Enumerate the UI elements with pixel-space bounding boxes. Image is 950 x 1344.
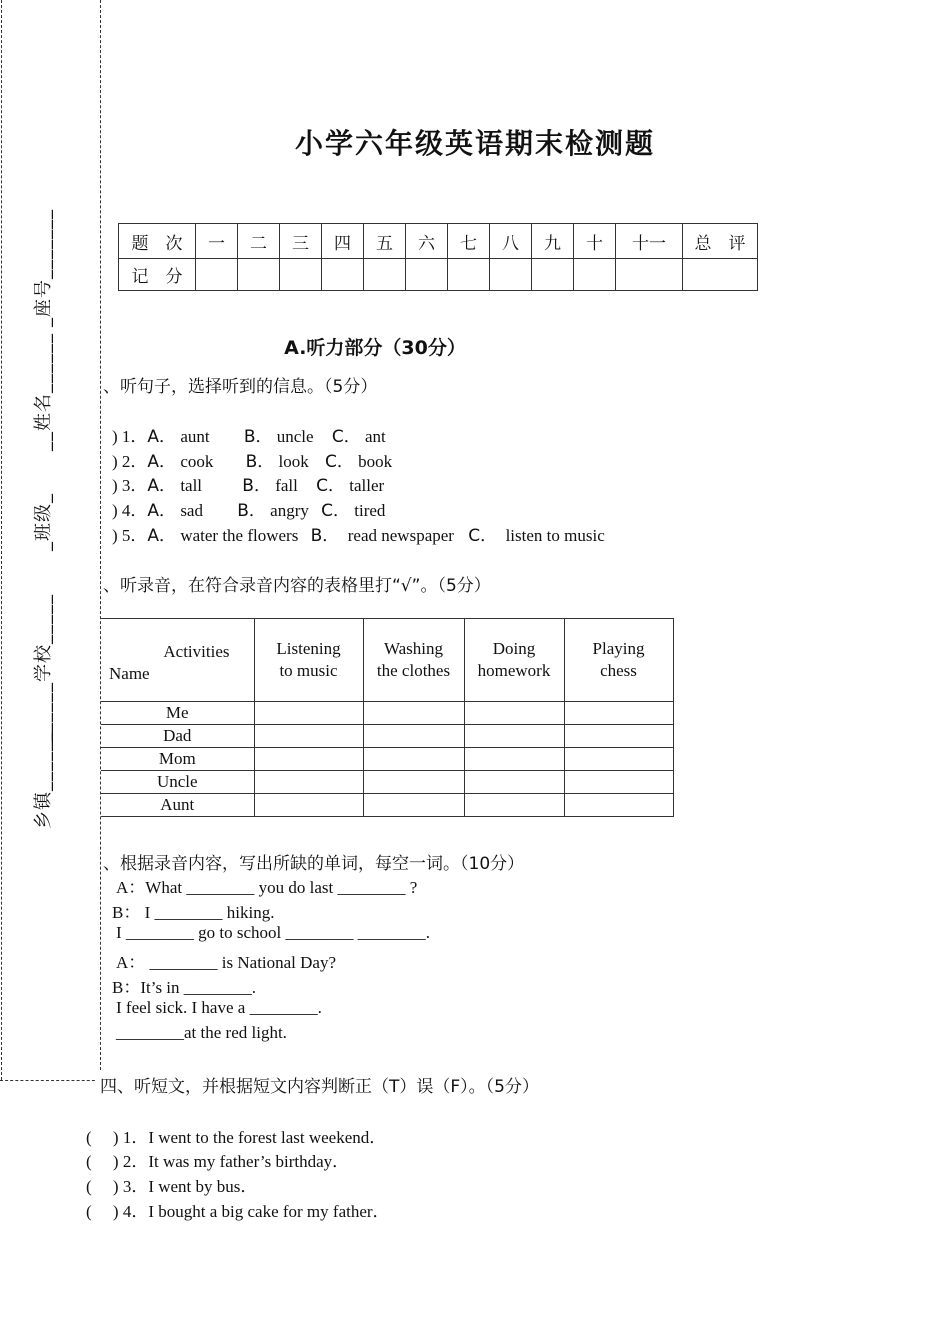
town-label: 乡镇 bbox=[33, 791, 54, 829]
class-label: 班级 bbox=[33, 503, 54, 541]
q3-line: A： ________ is National Day? bbox=[116, 953, 337, 972]
score-cell[interactable] bbox=[448, 259, 490, 291]
q3-line: I ________ go to school ________ ________. bbox=[116, 923, 431, 942]
score-cell[interactable] bbox=[238, 259, 280, 291]
check-cell[interactable] bbox=[363, 794, 464, 817]
activity-header: Playing chess bbox=[564, 619, 673, 702]
check-cell[interactable] bbox=[254, 794, 363, 817]
score-cell[interactable] bbox=[574, 259, 616, 291]
q4-title: 四、听短文，并根据短文内容判断正（T）误（F）。（5分） bbox=[96, 1072, 539, 1097]
binding-line-right bbox=[100, 0, 101, 1080]
check-cell[interactable] bbox=[464, 748, 564, 771]
score-header-cell: 九 bbox=[532, 224, 574, 259]
score-header-cell: 题 次 bbox=[119, 224, 196, 259]
score-header-cell: 十 bbox=[574, 224, 616, 259]
score-cell[interactable] bbox=[532, 259, 574, 291]
check-cell[interactable] bbox=[254, 702, 363, 725]
activity-header: Doing homework bbox=[464, 619, 564, 702]
q1-item: ) 4．A． sad B． angry C． tired bbox=[112, 501, 386, 521]
school-label: 学校 bbox=[33, 644, 54, 682]
row-name: Aunt bbox=[101, 794, 254, 817]
check-cell[interactable] bbox=[363, 725, 464, 748]
q4-item: ( ) 2．It was my father’s birthday． bbox=[86, 1152, 350, 1171]
page-title: 小学六年级英语期末检测题 bbox=[294, 127, 655, 160]
row-name: Mom bbox=[101, 748, 254, 771]
q2-title: 、听录音，在符合录音内容的表格里打“√”。（5分） bbox=[103, 576, 491, 596]
score-header-cell: 五 bbox=[364, 224, 406, 259]
table-row bbox=[101, 794, 673, 817]
activity-header: Washing the clothes bbox=[363, 619, 464, 702]
school-field[interactable]: ______学校_____ bbox=[33, 594, 54, 742]
score-value-row bbox=[119, 259, 758, 291]
check-cell[interactable] bbox=[363, 702, 464, 725]
check-cell[interactable] bbox=[464, 794, 564, 817]
corner-activities: Activities bbox=[163, 642, 230, 661]
q3-line: B：It’s in ________. bbox=[112, 978, 257, 997]
seat-label: 座号 bbox=[33, 279, 54, 317]
row-name: Uncle bbox=[101, 771, 254, 794]
q4-item: ( ) 1．I went to the forest last weekend． bbox=[86, 1128, 387, 1147]
corner-cell bbox=[101, 619, 254, 702]
q1-item: ) 1．A． aunt B． uncle C． ant bbox=[112, 427, 386, 447]
table-row bbox=[101, 725, 673, 748]
check-cell[interactable] bbox=[464, 702, 564, 725]
score-header-cell: 二 bbox=[238, 224, 280, 259]
q4-item: ( ) 4．I bought a big cake for my father． bbox=[86, 1202, 390, 1221]
q1-title: 、听句子，选择听到的信息。（5分） bbox=[103, 377, 378, 397]
check-cell[interactable] bbox=[363, 771, 464, 794]
check-cell[interactable] bbox=[464, 771, 564, 794]
q3-line: I feel sick. I have a ________. bbox=[116, 998, 322, 1017]
score-header-cell: 七 bbox=[448, 224, 490, 259]
table-row bbox=[101, 748, 673, 771]
check-cell[interactable] bbox=[564, 702, 673, 725]
check-cell[interactable] bbox=[564, 725, 673, 748]
score-cell[interactable] bbox=[322, 259, 364, 291]
table-row bbox=[101, 702, 673, 725]
section-a-title: A.听力部分（30分） bbox=[284, 337, 466, 359]
score-header-cell: 总 评 bbox=[683, 224, 758, 259]
binding-line-bottom bbox=[0, 1080, 100, 1081]
corner-name: Name bbox=[109, 664, 150, 683]
q4-item: ( ) 3．I went by bus． bbox=[86, 1177, 258, 1196]
score-header-cell: 八 bbox=[490, 224, 532, 259]
check-cell[interactable] bbox=[363, 748, 464, 771]
score-table bbox=[118, 223, 758, 291]
check-cell[interactable] bbox=[254, 725, 363, 748]
activities-table bbox=[101, 618, 674, 817]
score-header-cell: 六 bbox=[406, 224, 448, 259]
score-cell[interactable] bbox=[280, 259, 322, 291]
q1-item: ) 2．A． cook B． look C． book bbox=[112, 452, 393, 472]
row-name: Me bbox=[101, 702, 254, 725]
activity-header: Listening to music bbox=[254, 619, 363, 702]
score-cell[interactable] bbox=[616, 259, 683, 291]
q1-item: ) 5．A． water the flowers B． read newspaper C． listen to music bbox=[112, 526, 605, 546]
name-field[interactable]: __姓名______ bbox=[33, 333, 54, 451]
check-cell[interactable] bbox=[464, 725, 564, 748]
q3-title: 、根据录音内容，写出所缺的单词，每空一词。（10分） bbox=[103, 854, 525, 874]
score-cell[interactable] bbox=[364, 259, 406, 291]
town-field[interactable]: 乡镇______ bbox=[33, 731, 54, 829]
q3-line: B： I ________ hiking. bbox=[112, 903, 275, 922]
score-cell[interactable] bbox=[490, 259, 532, 291]
check-cell[interactable] bbox=[254, 771, 363, 794]
check-cell[interactable] bbox=[564, 771, 673, 794]
score-header-cell: 四 bbox=[322, 224, 364, 259]
binding-line-left bbox=[1, 0, 2, 1080]
score-cell[interactable] bbox=[406, 259, 448, 291]
score-header-row bbox=[119, 224, 758, 259]
name-label: 姓名 bbox=[33, 393, 54, 431]
score-cell[interactable] bbox=[683, 259, 758, 291]
score-row-label: 记 分 bbox=[119, 259, 196, 291]
class-field[interactable]: _班级_ bbox=[33, 493, 54, 551]
q3-line: A：What ________ you do last ________ ? bbox=[116, 878, 418, 897]
score-cell[interactable] bbox=[196, 259, 238, 291]
seat-field[interactable]: _座号_______ bbox=[33, 209, 54, 327]
score-header-cell: 一 bbox=[196, 224, 238, 259]
table-row bbox=[101, 771, 673, 794]
q1-item: ) 3．A． tall B． fall C． taller bbox=[112, 476, 385, 496]
check-cell[interactable] bbox=[564, 794, 673, 817]
activities-header-row bbox=[101, 619, 673, 702]
row-name: Dad bbox=[101, 725, 254, 748]
score-header-cell: 十一 bbox=[616, 224, 683, 259]
q3-line: ________at the red light. bbox=[116, 1023, 287, 1042]
check-cell[interactable] bbox=[564, 748, 673, 771]
score-header-cell: 三 bbox=[280, 224, 322, 259]
check-cell[interactable] bbox=[254, 748, 363, 771]
